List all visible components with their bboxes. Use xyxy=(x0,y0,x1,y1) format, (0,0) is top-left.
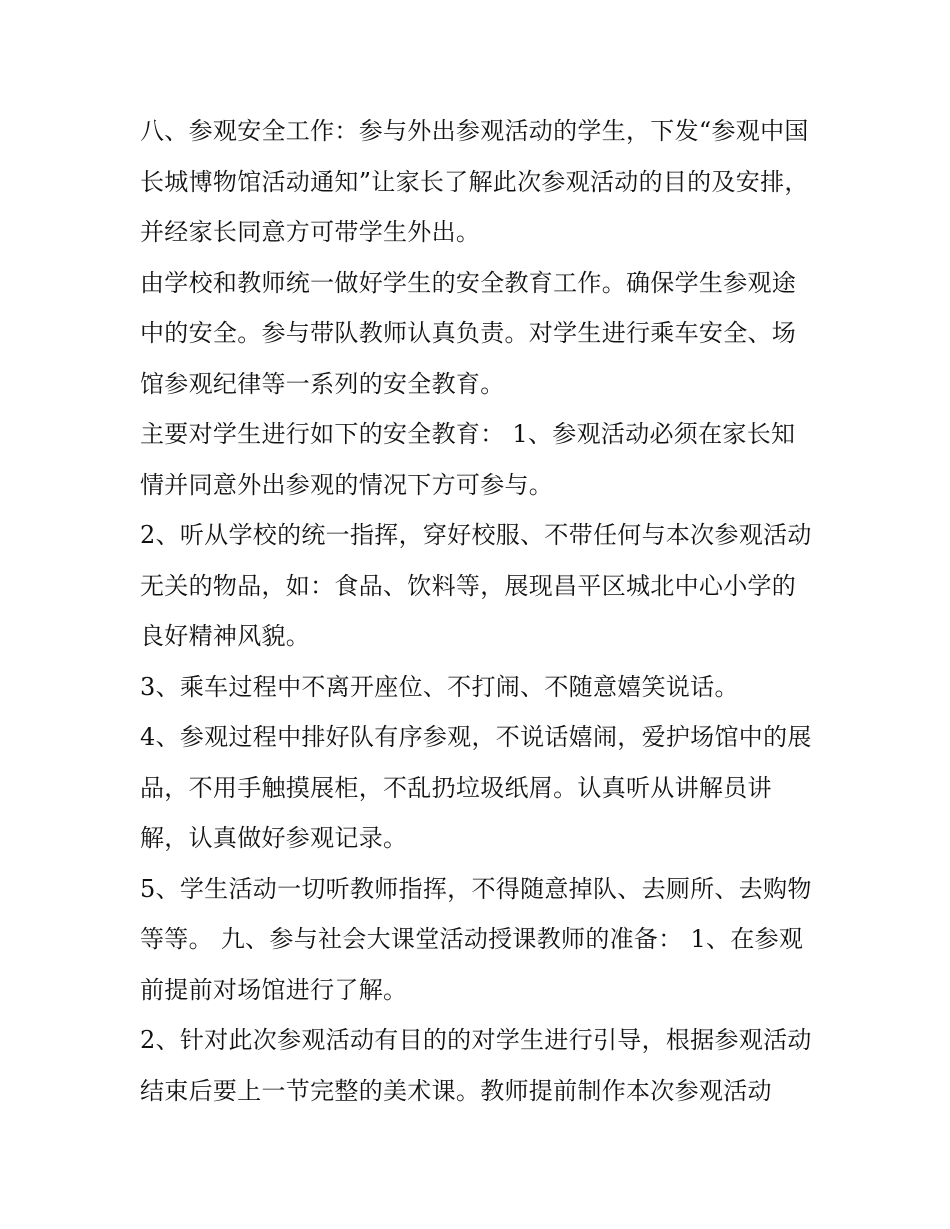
paragraph-rule-1: 主要对学生进行如下的安全教育： 1、参观活动必须在家长知情并同意外出参观的情况下方可参与。 xyxy=(140,420,796,499)
paragraph-teacher-guidance: 2、针对此次参观活动有目的的对学生进行引导，根据参观活动结束后要上一节完整的美术课。教师提前制作本次参观活动 xyxy=(140,1026,812,1105)
paragraph-safety-education: 由学校和教师统一做好学生的安全教育工作。确保学生参观途中的安全。参与带队教师认真负责。对学生进行乘车安全、场馆参观纪律等一系列的安全教育。 xyxy=(140,268,797,398)
paragraph-rule-3: 3、乘车过程中不离开座位、不打闹、不随意嬉笑说话。 xyxy=(140,672,739,701)
paragraph-rule-2: 2、听从学校的统一指挥，穿好校服、不带任何与本次参观活动无关的物品，如：食品、饮料等，展现昌平区城北中心小学的良好精神风貌。 xyxy=(140,521,812,650)
paragraph-safety-work: 八、参观安全工作：参与外出参观活动的学生，下发“参观中国长城博物馆活动通知”让家长了解此次参观活动的目的及安排，并经家长同意方可带学生外出。 xyxy=(140,117,809,246)
paragraph-rule-5-teacher-prep: 5、学生活动一切听教师指挥，不得随意掉队、去厕所、去购物等等。 九、参与社会大课堂活动授课教师的准备： 1、在参观前提前对场馆进行了解。 xyxy=(140,874,812,1004)
paragraph-rule-4: 4、参观过程中排好队有序参观，不说话嬉闹，爱护场馆中的展品，不用手触摸展柜，不乱扔垃圾纸屑。认真听从讲解员讲解，认真做好参观记录。 xyxy=(140,723,812,852)
document-body xyxy=(140,106,815,1116)
